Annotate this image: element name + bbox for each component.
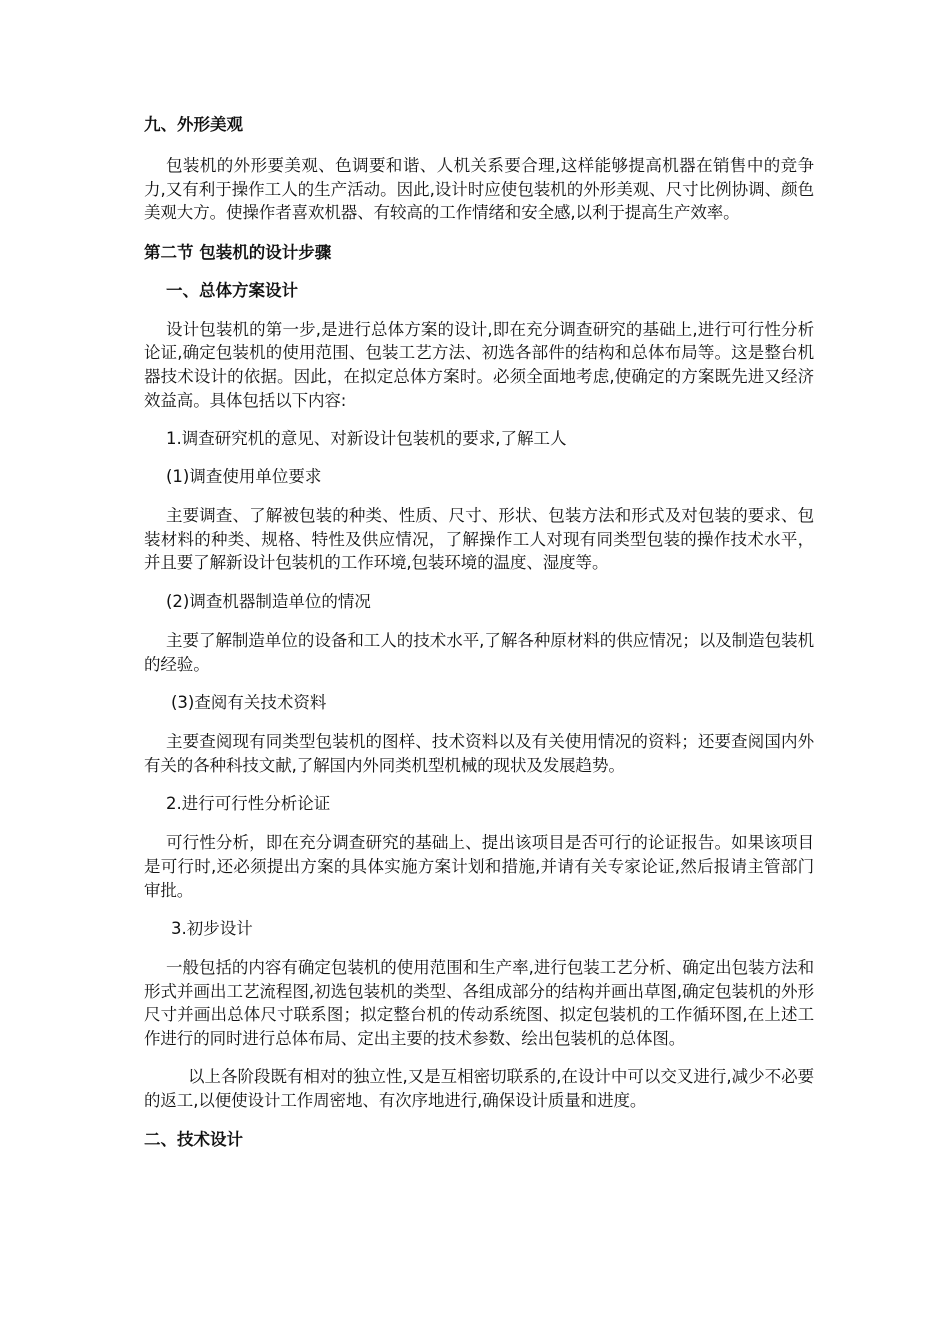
section-heading: 第二节 包装机的设计步骤 [144, 242, 332, 262]
section-heading: 二、技术设计 [144, 1129, 243, 1149]
list-item: 1.调查研究机的意见、对新设计包装机的要求,了解工人 [166, 429, 567, 449]
list-item: 2.进行可行性分析论证 [166, 794, 331, 814]
paragraph: 可行性分析，即在充分调查研究的基础上、提出该项目是否可行的论证报告。如果该项目是可行时,还必须提出方案的具体实施方案计划和措施,并请有关专家论证,然后报请主管部门审批。 [144, 833, 814, 900]
paragraph: 包装机的外形要美观、色调要和谐、人机关系要合理,这样能够提高机器在销售中的竞争力,又有利于操作工人的生产活动。因此,设计时应使包装机的外形美观、尺寸比例协调、颜色美观大方。使操作者喜欢机器、有较高的工作情绪和安全感,以利于提高生产效率。 [144, 156, 814, 223]
list-item: (3)查阅有关技术资料 [171, 693, 327, 713]
list-item: 3.初步设计 [171, 919, 253, 939]
list-item: (2)调查机器制造单位的情况 [166, 591, 371, 611]
paragraph: 主要了解制造单位的设备和工人的技术水平,了解各种原材料的供应情况；以及制造包装机的经验。 [144, 630, 814, 674]
section-heading: 九、外形美观 [144, 115, 243, 134]
paragraph: 设计包装机的第一步,是进行总体方案的设计,即在充分调查研究的基础上,进行可行性分析论证,确定包装机的使用范围、包装工艺方法、初选各部件的结构和总体布局等。这是整台机器技术设计的依据。因此，在拟定总体方案时。必须全面地考虑,使确定的方案既先进又经济效益高。具体包括以下内容: [144, 319, 814, 410]
paragraph: 一般包括的内容有确定包装机的使用范围和生产率,进行包装工艺分析、确定出包装方法和形式并画出工艺流程图,初选包装机的类型、各组成部分的结构并画出草图,确定包装机的外形尺寸并画出总体尺寸联系图；拟定整台机的传动系统图、拟定包装机的工作循环图,在上述工作进行的同时进行总体布局、定出主要的技术参数、绘出包装机的总体图。 [144, 958, 814, 1048]
document-page [144, 113, 814, 1152]
paragraph: 主要调查、了解被包装的种类、性质、尺寸、形状、包装方法和形式及对包装的要求、包装材料的种类、规格、特性及供应情况，了解操作工人对现有同类型包装的操作技术水平，并且要了解新设计包装机的工作环境,包装环境的温度、湿度等。 [144, 506, 814, 573]
paragraph: 以上各阶段既有相对的独立性,又是互相密切联系的,在设计中可以交叉进行,减少不必要的返工,以便使设计工作周密地、有次序地进行,确保设计质量和进度。 [144, 1067, 814, 1111]
paragraph: 主要查阅现有同类型包装机的图样、技术资料以及有关使用情况的资料；还要查阅国内外有关的各种科技文献,了解国内外同类机型机械的现状及发展趋势。 [144, 732, 814, 775]
list-item: (1)调查使用单位要求 [166, 467, 322, 487]
subsection-heading: 一、总体方案设计 [166, 280, 298, 300]
